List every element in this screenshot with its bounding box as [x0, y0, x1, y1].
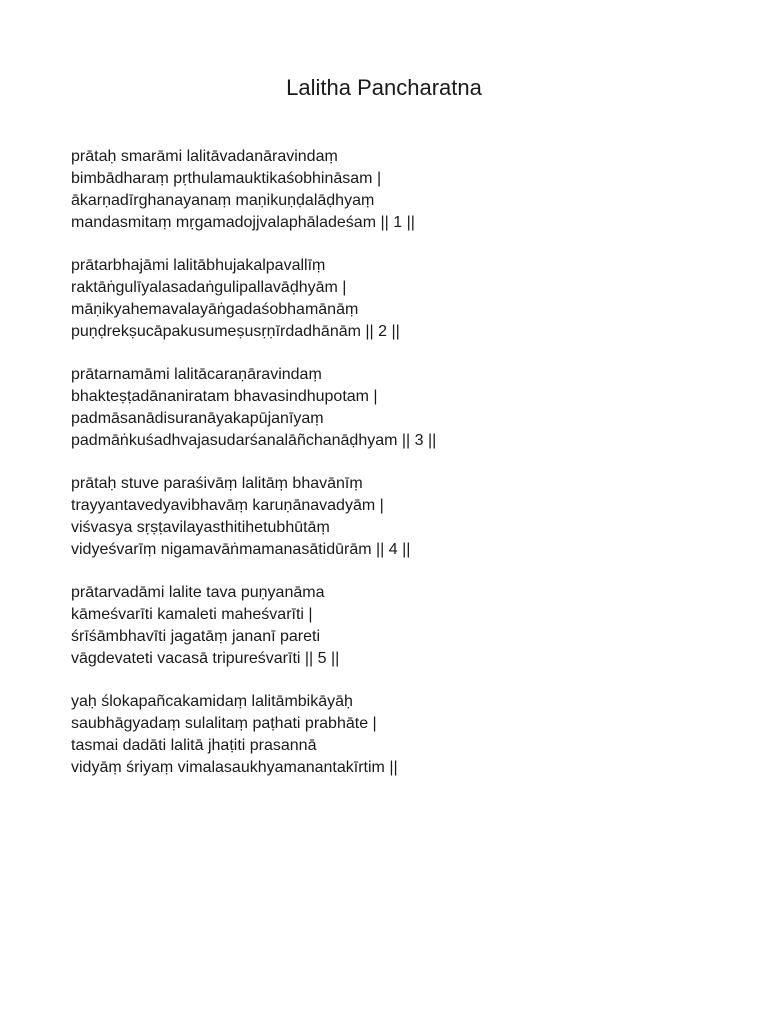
- stanza-5: [71, 582, 731, 670]
- verse-line: yaḥ ślokapañcakamidaṃ lalitāmbikāyāḥ: [71, 693, 353, 710]
- verse-line: prātarnamāmi lalitācaraṇāravindaṃ: [71, 366, 322, 383]
- verse-line: tasmai dadāti lalitā jhaṭiti prasannā: [71, 737, 317, 754]
- verse-line: padmāṅkuśadhvajasudarśanalāñchanāḍhyam || 3 ||: [71, 432, 437, 449]
- verse-line: viśvasya sṛṣṭavilayasthitihetubhūtāṃ: [71, 519, 330, 536]
- verse-line: kāmeśvarīti kamaleti maheśvarīti |: [71, 606, 313, 623]
- verse-line: trayyantavedyavibhavāṃ karuṇānavadyām |: [71, 497, 384, 514]
- stanza-1: [71, 146, 731, 234]
- verse-line: śrīśāmbhavīti jagatāṃ jananī pareti: [71, 628, 321, 645]
- stanza-2: [71, 255, 731, 343]
- verse-line: prātarbhajāmi lalitābhujakalpavallīṃ: [71, 257, 326, 274]
- verse-line: māṇikyahemavalayāṅgadaśobhamānāṃ: [71, 301, 359, 318]
- page-title: Lalitha Pancharatna: [286, 75, 482, 100]
- verse-line: prātarvadāmi lalite tava puṇyanāma: [71, 584, 325, 601]
- verse-line: vidyāṃ śriyaṃ vimalasaukhyamanantakīrtim ||: [71, 759, 398, 776]
- verse-line: prātaḥ stuve paraśivāṃ lalitāṃ bhavānīṃ: [71, 475, 363, 492]
- verse-line: vidyeśvarīṃ nigamavāṅmamanasātidūrām || 4 ||: [71, 541, 411, 558]
- verse-line: bimbādharaṃ pṛthulamauktikaśobhināsam |: [71, 170, 382, 187]
- verse-line: padmāsanādisuranāyakapūjanīyaṃ: [71, 410, 324, 427]
- verse-line: prātaḥ smarāmi lalitāvadanāravindaṃ: [71, 148, 338, 165]
- verse-line: vāgdevateti vacasā tripureśvarīti || 5 ||: [71, 650, 340, 667]
- verse-line: puṇḍrekṣucāpakusumeṣusṛṇīrdadhānām || 2 ||: [71, 323, 400, 340]
- stanza-6: [71, 691, 731, 779]
- stanza-4: [71, 473, 731, 561]
- verse-line: bhakteṣṭadānaniratam bhavasindhupotam |: [71, 388, 378, 405]
- verse-line: mandasmitaṃ mṛgamadojjvalaphāladeśam || 1 ||: [71, 214, 415, 231]
- verse-line: raktāṅgulīyalasadaṅgulipallavāḍhyām |: [71, 279, 347, 296]
- verse-line: saubhāgyadaṃ sulalitaṃ paṭhati prabhāte |: [71, 715, 377, 732]
- verse-line: ākarṇadīrghanayanaṃ maṇikuṇḍalāḍhyaṃ: [71, 192, 375, 209]
- verse-container: [71, 146, 731, 800]
- stanza-3: [71, 364, 731, 452]
